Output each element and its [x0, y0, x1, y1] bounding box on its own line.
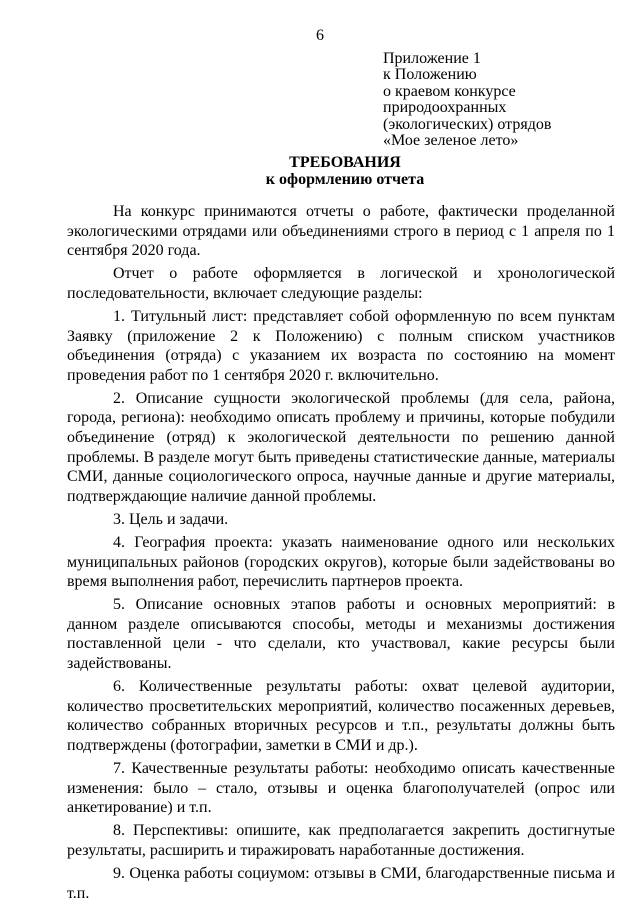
- paragraph: 7. Качественные результаты работы: необходимо описать качественные изменения: было – стало, отзывы и оценка благополучателей (опрос или анкетирование) и т.п.: [67, 760, 615, 817]
- appendix-line: о краевом конкурсе: [383, 82, 516, 100]
- paragraph: 4. География проекта: указать наименование одного или нескольких муниципальных районов (городских округов), которые были задействованы во время выполнения работ, перечислить партнеров проекта.: [67, 534, 615, 591]
- document-body: [67, 202, 615, 907]
- paragraph: На конкурс принимаются отчеты о работе, фактически проделанной экологическими отрядами или объединениями строго в период с 1 апреля по 1 сентября 2020 года.: [67, 203, 615, 260]
- appendix-line: к Положению: [383, 66, 477, 84]
- paragraph: 1. Титульный лист: представляет собой оформленную по всем пунктам Заявку (приложение 2 к Положению) с полным списком участников объединения (отряда) с указанием их возраста по состоянию на момент проведения работ по 1 сентября 2020 г. включительно.: [67, 307, 615, 384]
- paragraph: Отчет о работе оформляется в логической и хронологической последовательности, включает следующие разделы:: [67, 265, 615, 302]
- appendix-reference: [383, 51, 551, 149]
- appendix-line: Приложение 1: [383, 50, 481, 67]
- title-main: ТРЕБОВАНИЯ: [289, 154, 401, 171]
- appendix-line: «Мое зеленое лето»: [383, 132, 519, 150]
- paragraph: 5. Описание основных этапов работы и основных мероприятий: в данном разделе описываются способы, методы и механизмы достижения поставленной цели - что сделали, кто участвовал, какие ресурсы были задействованы.: [67, 596, 615, 673]
- paragraph: 3. Цель и задачи.: [113, 510, 229, 528]
- page-number: 6: [316, 27, 324, 44]
- paragraph: 6. Количественные результаты работы: охват целевой аудитории, количество просветительских мероприятий, количество посаженных деревьев, количество собранных вторичных ресурсов и т.п., результаты должны быть подтверждены (фотографии, заметки в СМИ и др.).: [67, 678, 615, 754]
- paragraph: 9. Оценка работы социумом: отзывы в СМИ, благодарственные письма и т.п.: [67, 865, 615, 902]
- appendix-line: (экологических) отрядов: [383, 115, 552, 133]
- paragraph: 2. Описание сущности экологической проблемы (для села, района, города, региона): необходимо описать проблему и причины, которые побудили объединение (отряд) к экологической деятельности по решению данной проблемы. В разделе могут быть приведены статистические данные, материалы СМИ, данные социологического опроса, научные данные и другие материалы, подтверждающие наличие данной проблемы.: [67, 389, 615, 505]
- title-sub: к оформлению отчета: [265, 171, 425, 188]
- document-title: [0, 154, 640, 188]
- appendix-line: природоохранных: [383, 99, 507, 117]
- paragraph: 8. Перспективы: опишите, как предполагается закрепить достигнутые результаты, расширить и тиражировать наработанные достижения.: [67, 822, 615, 859]
